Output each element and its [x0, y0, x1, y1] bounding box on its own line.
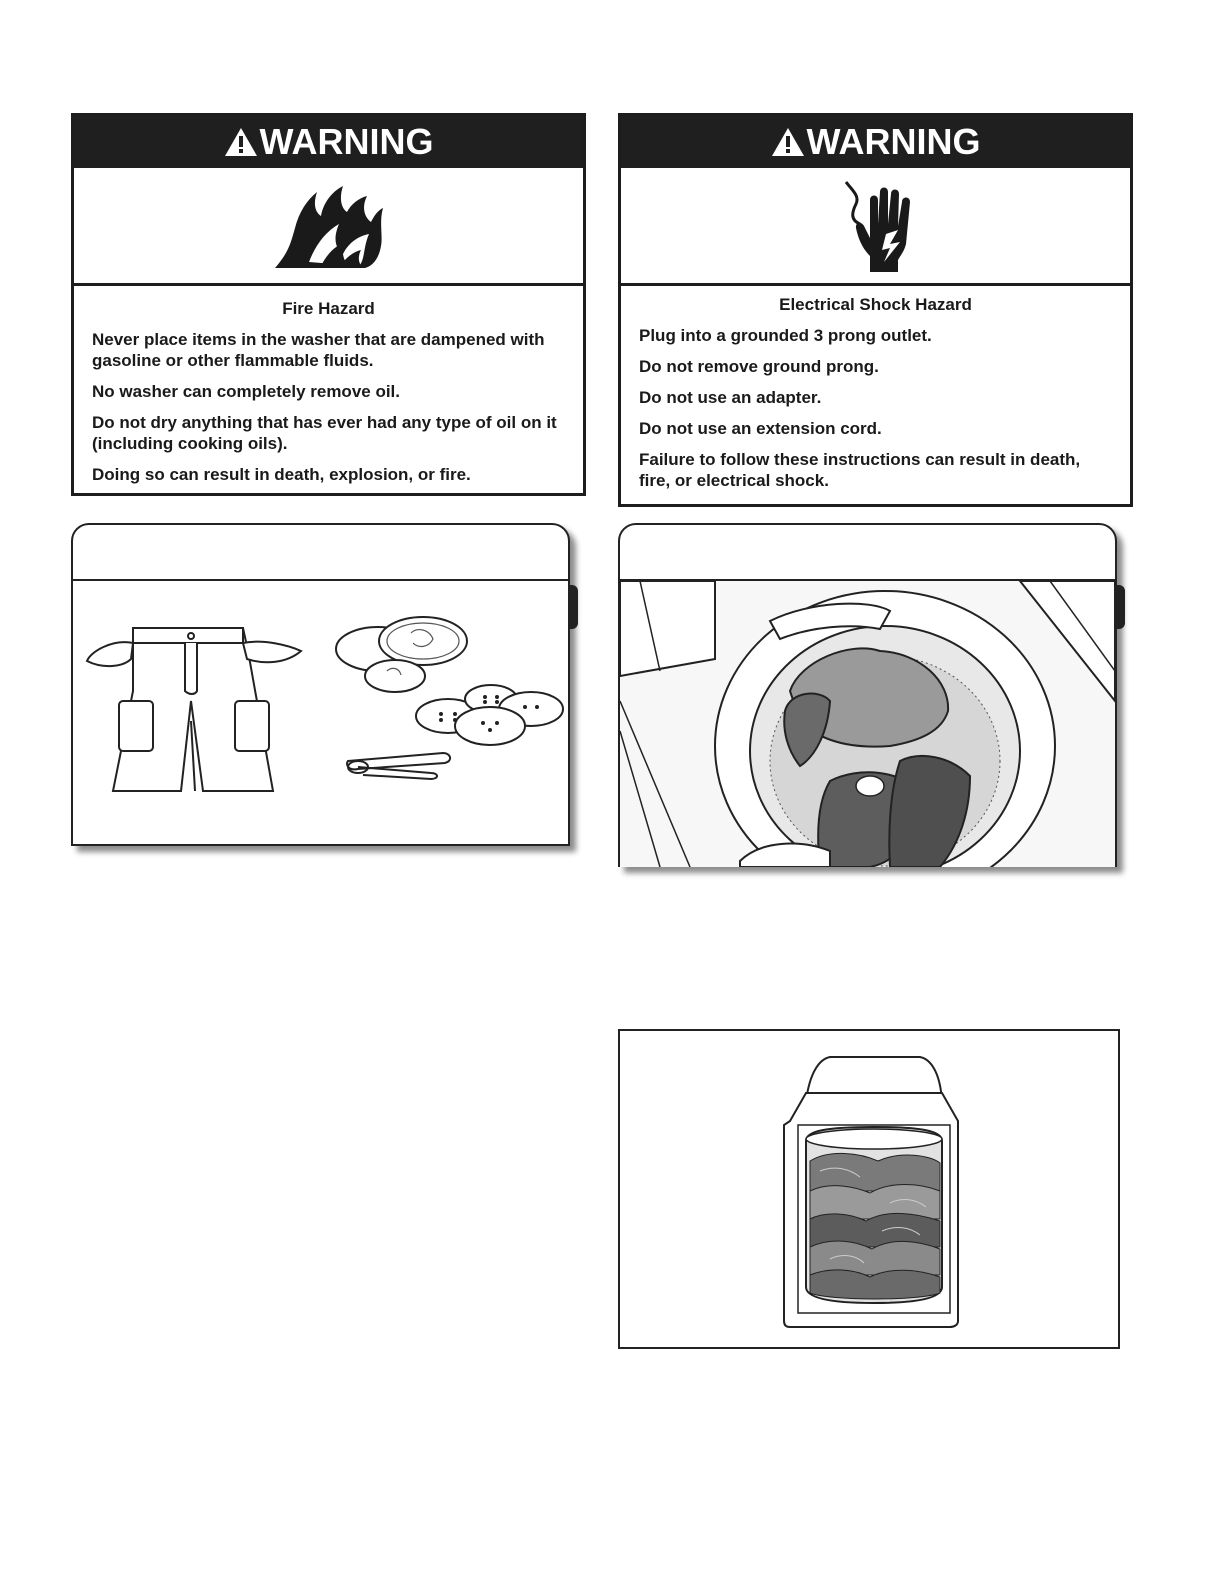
washer-basket-load-illustration [620, 581, 1115, 867]
empty-pockets-illustration [73, 581, 568, 846]
panel-tab-notch [1117, 585, 1125, 629]
hazard-title: Electrical Shock Hazard [779, 295, 972, 314]
warning-line: Plug into a grounded 3 prong outlet. [639, 326, 932, 345]
warning-triangle-icon [224, 127, 258, 157]
panel-tab-notch [570, 585, 578, 629]
hazard-title: Fire Hazard [282, 299, 375, 318]
warning-line: Do not dry anything that has ever had any type of oil on it (including cooking oils). [92, 413, 557, 453]
warning-triangle-icon [771, 127, 805, 157]
pockets-illustration-panel [71, 523, 570, 846]
panel-tab-header [620, 525, 1115, 581]
warning-header [74, 116, 583, 168]
hazard-icon-area [74, 168, 583, 286]
fire-warning-box [71, 113, 586, 496]
warning-title: WARNING [259, 121, 434, 162]
warning-header [621, 116, 1130, 168]
top-load-washer-illustration [620, 1031, 1118, 1347]
fire-icon [269, 182, 389, 270]
load-illustration-panel [618, 523, 1117, 867]
panel-tab-header [73, 525, 568, 581]
hazard-icon-area [621, 168, 1130, 286]
full-washer-illustration-panel [618, 1029, 1120, 1349]
electrical-warning-box [618, 113, 1133, 507]
warning-line: Failure to follow these instructions can result in death, fire, or electrical shock. [639, 450, 1081, 490]
warning-line: Do not use an extension cord. [639, 419, 882, 438]
warning-line: No washer can completely remove oil. [92, 382, 401, 401]
warning-text [74, 286, 583, 505]
warning-line: Do not use an adapter. [639, 388, 822, 407]
warning-line: Do not remove ground prong. [639, 357, 879, 376]
warning-line: Doing so can result in death, explosion, or fire. [92, 465, 471, 484]
warning-line: Never place items in the washer that are dampened with gasoline or other flammable fluids. [92, 330, 545, 370]
warning-text [621, 286, 1130, 511]
warning-title: WARNING [806, 121, 981, 162]
electrical-shock-hand-icon [826, 178, 926, 274]
